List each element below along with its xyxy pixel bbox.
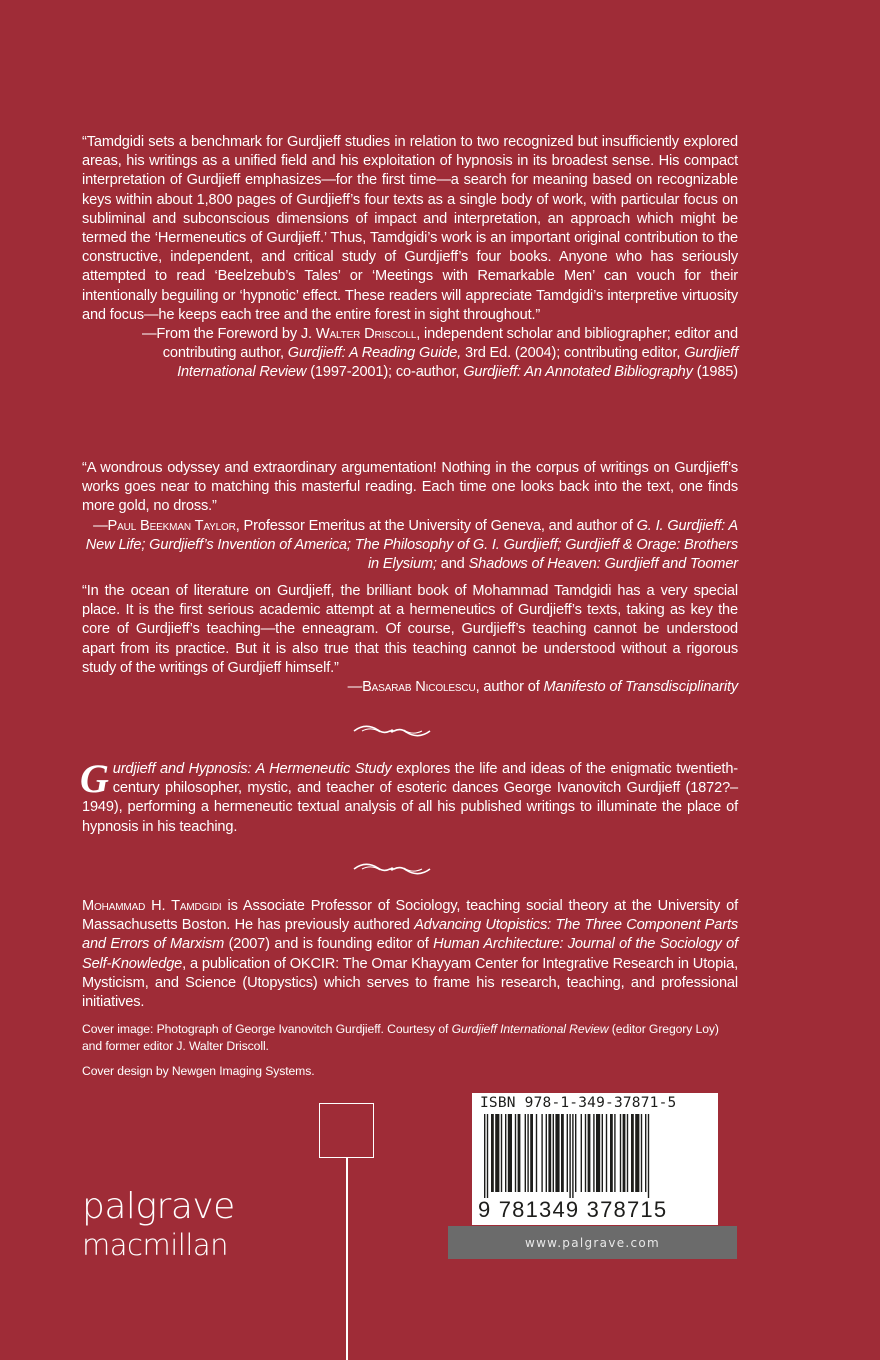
cover-design-credit: Cover design by Newgen Imaging Systems. <box>82 1064 315 1078</box>
barcode-bar <box>527 1114 528 1192</box>
barcode-bar <box>508 1114 512 1192</box>
barcode-bar <box>553 1114 554 1192</box>
book-title: urdjieff and Hypnosis: A Hermeneutic Study <box>112 761 392 777</box>
quote-nicolescu <box>82 582 738 697</box>
barcode-bar <box>641 1114 642 1192</box>
author-name: Mohammad H. Tamdgidi <box>82 898 222 914</box>
publisher-url: www.palgrave.com <box>524 1235 661 1250</box>
barcode-bar <box>602 1114 603 1192</box>
quote-taylor-attribution: —Paul Beekman Taylor, Professor Emeritus at the University of Geneva, and author of G. I. Gurdjieff: A New Life; Gurdjieff’s Invention of America; The Philosophy of G. I. Gurdjieff; Gurdjieff & Orage: Brothers in Elysium; and Shadows of Heaven: Gurdjieff and Toomer <box>85 517 738 573</box>
drop-cap: G <box>80 756 109 801</box>
barcode-bar <box>491 1114 494 1192</box>
barcode-bar <box>627 1114 628 1192</box>
quote-nicolescu-attribution: —Basarab Nicolescu, author of Manifesto of Transdisciplinarity <box>347 679 738 696</box>
barcode-bar <box>487 1114 488 1198</box>
barcode-bar <box>505 1114 506 1192</box>
publisher-logo-square-icon <box>319 1103 374 1158</box>
isbn-label: ISBN 978-1-349-37871-5 <box>480 1095 677 1111</box>
barcode-bar <box>567 1114 568 1192</box>
barcode-bar <box>515 1114 516 1192</box>
barcode-bar <box>575 1114 576 1192</box>
barcode-bar <box>495 1114 499 1192</box>
barcode-bar <box>569 1114 570 1198</box>
barcode-bar <box>596 1114 600 1192</box>
barcode-bar <box>548 1114 551 1192</box>
flourish-ornament-icon <box>352 862 432 876</box>
author-bio: Mohammad H. Tamdgidi is Associate Professor of Sociology, teaching social theory at the University of Massachusetts Boston. He has previously authored Advancing Utopistics: The Three Component Parts and Errors of Marxism (2007) and is founding editor of Human Architecture: Journal of the Sociology of Self-Knowledge, a publication of OKCIR: The Omar Khayyam Center for Integrative Research in Utopia, Mysticism, and Science (Utopystics) which serves to frame his research, teaching, and professional initiatives. <box>82 898 738 1011</box>
barcode-bar <box>645 1114 646 1192</box>
barcode-bar <box>593 1114 594 1192</box>
barcode-bar <box>484 1114 485 1198</box>
barcode-bar <box>525 1114 526 1192</box>
cover-credits <box>82 1021 738 1080</box>
quote-nicolescu-text: “In the ocean of literature on Gurdjieff, the brilliant book of Mohammad Tamdgidi has a very special place. It is the first serious academic attempt at a hermeneutics of Gurdjieff’s texts, taking as key the core of Gurdjieff’s teaching—the enneagram. Of course, Gurdjieff’s teaching cannot be understood apart from its practice. But it is also true that this teaching cannot be understood without a rigorous study of the writings of Gurdjieff himself.” <box>82 583 738 676</box>
publisher-url-bar <box>448 1226 737 1259</box>
barcode-bar <box>541 1114 542 1192</box>
barcode-bar <box>606 1114 607 1192</box>
quote-taylor-text: “A wondrous odyssey and extraordinary argumentation! Nothing in the corpus of writings on Gurdjieff’s works goes near to matching this masterful reading. Each time one looks back into the text, one finds more gold, no dross.” <box>82 460 738 515</box>
flourish-ornament-icon <box>352 724 432 738</box>
barcode-bar <box>572 1114 573 1198</box>
barcode-bar <box>555 1114 559 1192</box>
book-description: Gurdjieff and Hypnosis: A Hermeneutic Study explores the life and ideas of the enigmatic twentieth-century philosopher, mystic, and teacher of esoteric dances George Ivanovitch Gurdjieff (1872?–1949), performing a hermeneutic textual analysis of all his published writings to illuminate the place of hypnosis in his teaching. <box>80 756 738 835</box>
barcode-bar <box>585 1114 586 1192</box>
barcode-bar <box>648 1114 649 1198</box>
barcode-bar <box>620 1114 621 1192</box>
barcode-bar <box>518 1114 521 1192</box>
barcode-bar <box>530 1114 533 1192</box>
barcode-bar <box>623 1114 626 1192</box>
barcode-bar <box>536 1114 537 1192</box>
barcode-bar <box>588 1114 591 1192</box>
barcode-bar <box>501 1114 502 1192</box>
quote-foreword <box>82 133 738 383</box>
barcode-bar <box>546 1114 547 1192</box>
barcode-bars-icon <box>484 1114 706 1198</box>
publisher-logo-line <box>346 1158 348 1360</box>
quote-foreword-attribution: —From the Foreword by J. Walter Driscoll, independent scholar and bibliographer; editor and contributing author, Gurdjieff: A Reading Guide, 3rd Ed. (2004); contributing editor, Gurdjieff International Review (1997-2001); co-author, Gurdjieff: An Annotated Bibliography (1985) <box>141 326 738 381</box>
attribution-name: Paul Beekman Taylor <box>107 517 236 534</box>
barcode-bar <box>610 1114 613 1192</box>
attribution-name: J. Walter Driscoll <box>300 326 417 343</box>
cover-image-credit: Cover image: Photograph of George Ivanovitch Gurdjieff. Courtesy of Gurdjieff International Review (editor Gregory Loy) and former editor J. Walter Driscoll. <box>82 1022 719 1053</box>
isbn-barcode <box>472 1093 718 1225</box>
attribution-name: Basarab Nicolescu <box>362 679 476 696</box>
barcode-bar <box>581 1114 582 1192</box>
barcode-digits: 9 781349 378715 <box>478 1197 668 1222</box>
publisher-name-line1: palgrave <box>82 1186 235 1227</box>
publisher-name-line2: macmillan <box>82 1228 229 1262</box>
barcode-bar <box>631 1114 634 1192</box>
quote-taylor <box>82 459 738 574</box>
barcode-bar <box>614 1114 615 1192</box>
barcode-bar <box>561 1114 564 1192</box>
barcode-bar <box>635 1114 639 1192</box>
quote-foreword-text: “Tamdgidi sets a benchmark for Gurdjieff studies in relation to two recognized but insufficiently explored areas, his writings as a unified field and his exploitation of hypnosis in its broadest sense. His compact interpretation of Gurdjieff emphasizes—for the first time—a search for meaning based on recognizable keys within about 1,800 pages of Gurdjieff’s four texts as a single body of work, with particular focus on subliminal and subconscious dimensions of impact and interpretation, an approach which might be termed the ‘Hermeneutics of Gurdjieff.’ Thus, Tamdgidi’s work is an important original contribution to the constructive, independent, and critical study of Gurdjieff’s four books. Anyone who has seriously attempted to read ‘Beelzebub’s Tales’ or ‘Meetings with Remarkable Men’ can vouch for their intentionally beguiling or ‘hypnotic’ effect. These readers will appreciate Tamdgidi’s interpretive virtuosity and focus—he keeps each tree and the entire forest in sight throughout.” <box>82 134 738 323</box>
